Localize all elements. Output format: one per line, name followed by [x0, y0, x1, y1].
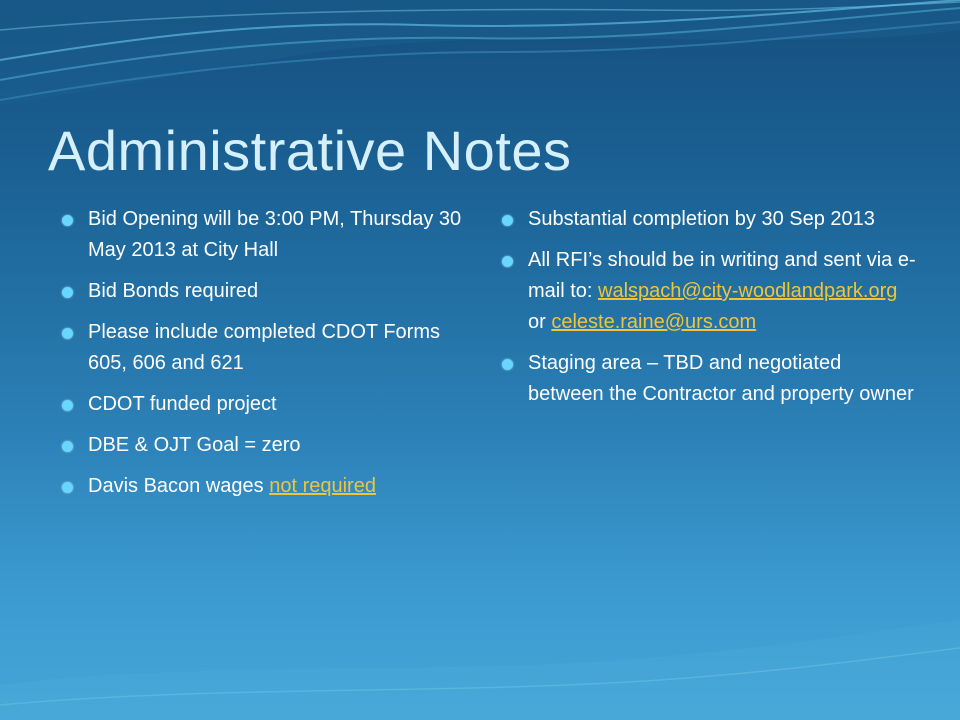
completion-text: Substantial completion by 30 Sep 2013 [528, 208, 875, 230]
list-item-rfi [500, 245, 920, 338]
bullet-icon [62, 482, 73, 493]
bullet-icon [62, 400, 73, 411]
left-bullet-list [60, 204, 470, 512]
cdot-forms-text: Please include completed CDOT Forms 605, 606 and 621 [88, 321, 440, 374]
list-item-staging [500, 348, 920, 410]
list-item-cdot-forms [60, 317, 470, 379]
email-link-walspach[interactable]: walspach@city-woodlandpark.org [598, 280, 898, 302]
list-item-dbe-ojt [60, 430, 470, 461]
not-required-link[interactable]: not required [269, 475, 376, 497]
rfi-text: All RFI’s should be in writing and sent via e-mail to: [528, 249, 916, 302]
bullet-icon [502, 256, 513, 267]
bullet-icon [502, 359, 513, 370]
bid-opening-text: Bid Opening will be 3:00 PM, Thursday 30 May 2013 at City Hall [88, 208, 462, 261]
list-item-cdot-funded [60, 389, 470, 420]
slide-title: Administrative Notes [48, 119, 572, 182]
list-item-completion [500, 204, 920, 235]
dbe-ojt-text: DBE & OJT Goal = zero [88, 434, 301, 456]
list-item-bid-bonds [60, 276, 470, 307]
bullet-icon [62, 441, 73, 452]
rfi-or-text: or [528, 311, 552, 333]
staging-text: Staging area – TBD and negotiated between the Contractor and property owner [528, 352, 914, 405]
bullet-icon [62, 215, 73, 226]
bullet-icon [502, 215, 513, 226]
email-link-celeste[interactable]: celeste.raine@urs.com [551, 311, 757, 333]
bullet-icon [62, 328, 73, 339]
cdot-funded-text: CDOT funded project [88, 393, 277, 415]
bottom-wave-decoration [0, 590, 960, 720]
davis-bacon-text: Davis Bacon wages [88, 475, 270, 497]
bullet-icon [62, 287, 73, 298]
bid-bonds-text: Bid Bonds required [88, 280, 259, 302]
right-bullet-list [500, 204, 920, 420]
list-item-davis-bacon [60, 471, 470, 502]
list-item-bid-opening [60, 204, 470, 266]
